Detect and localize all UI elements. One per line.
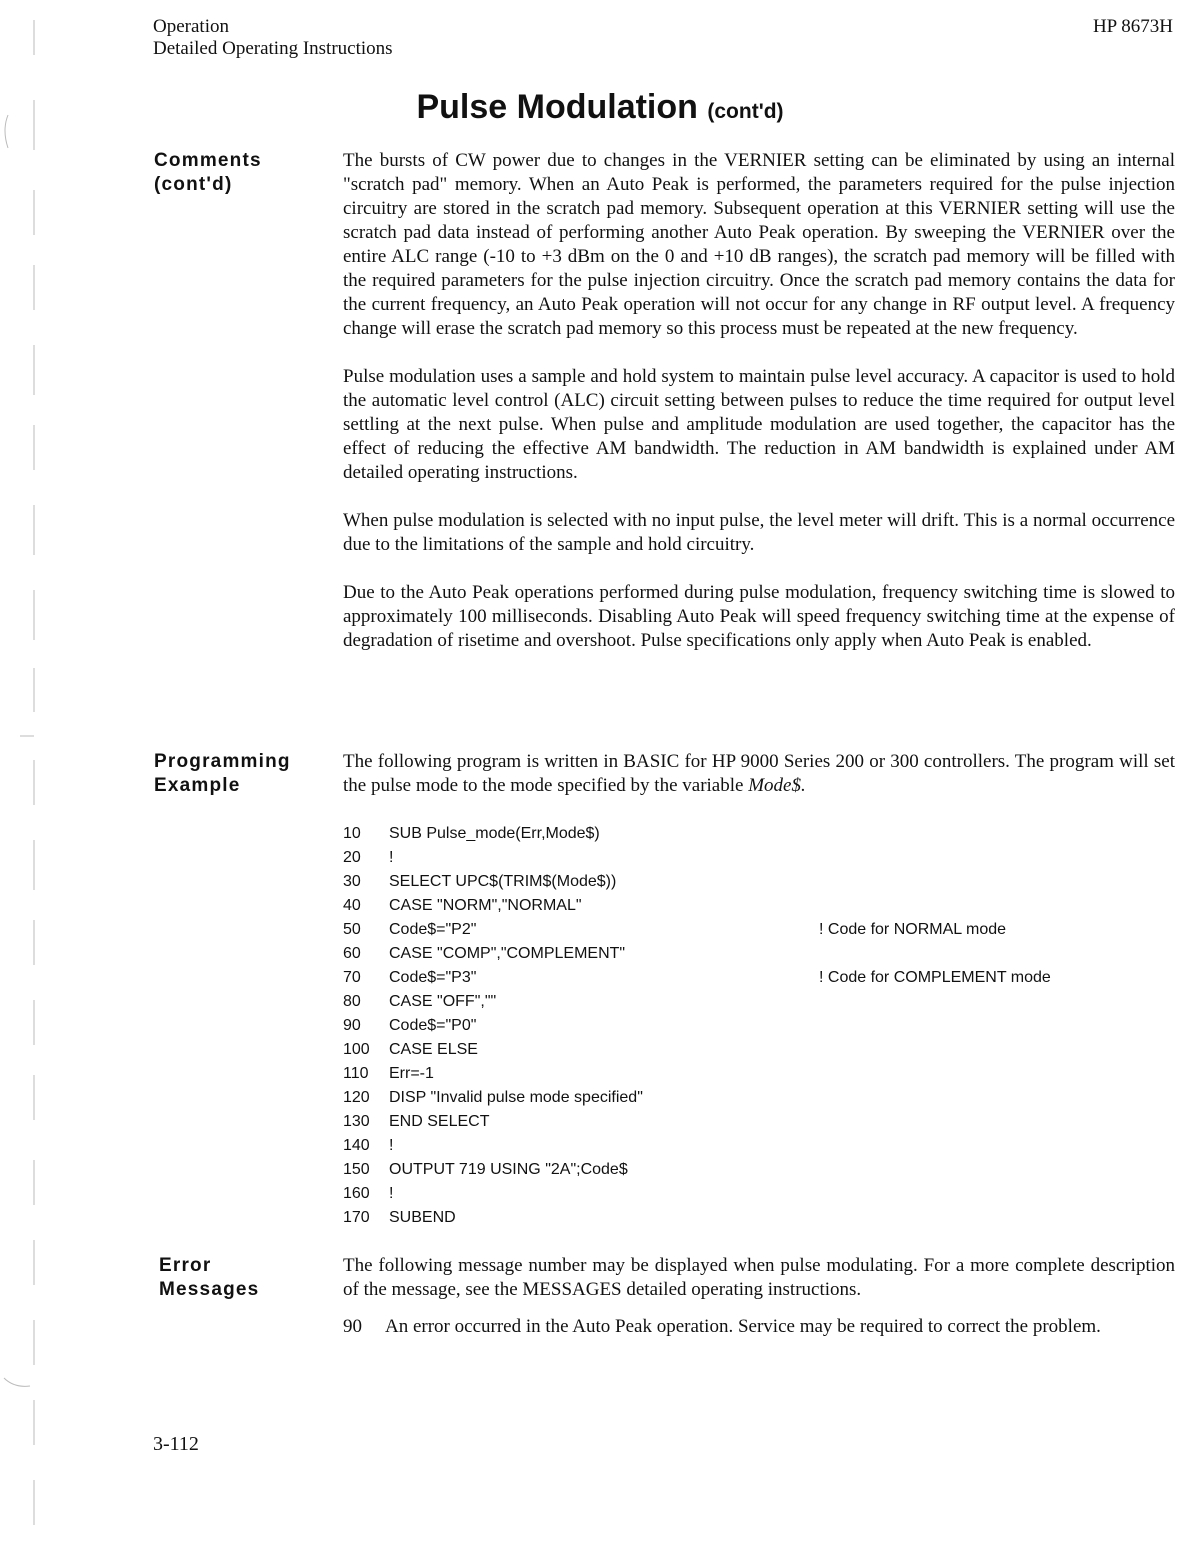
programming-intro-variable: Mode$. xyxy=(748,775,806,796)
code-line-text: ! xyxy=(389,1137,394,1154)
code-line-text: CASE "COMP","COMPLEMENT" xyxy=(389,945,626,962)
page-title xyxy=(0,88,1200,127)
code-line-text: END SELECT xyxy=(389,1113,490,1130)
code-line-number: 30 xyxy=(343,873,361,890)
code-line-number: 110 xyxy=(343,1065,369,1082)
code-line-number: 120 xyxy=(343,1089,370,1106)
code-line-number: 160 xyxy=(343,1185,370,1202)
code-line xyxy=(343,942,1143,966)
code-line xyxy=(343,990,1143,1014)
errors-heading-line2: Messages xyxy=(159,1279,260,1300)
code-listing xyxy=(343,822,1143,1230)
code-line xyxy=(343,966,1143,990)
code-line xyxy=(343,1110,1143,1134)
page-title-main: Pulse Modulation xyxy=(416,88,698,126)
code-line-text: Err=-1 xyxy=(389,1065,434,1082)
code-line-text: CASE ELSE xyxy=(389,1041,478,1058)
page-number: 3-112 xyxy=(153,1433,199,1455)
code-line-comment: ! Code for COMPLEMENT mode xyxy=(819,969,1051,986)
code-line-number: 170 xyxy=(343,1209,370,1226)
error-message-item xyxy=(343,1315,1179,1339)
code-line-text: Code$="P0" xyxy=(389,1017,477,1034)
code-line-text: ! xyxy=(389,849,394,866)
code-line-text: CASE "OFF","" xyxy=(389,993,497,1010)
code-line-text: SUBEND xyxy=(389,1209,456,1226)
code-line-number: 140 xyxy=(343,1137,370,1154)
code-line-text: ! xyxy=(389,1185,394,1202)
code-line xyxy=(343,1062,1143,1086)
code-line xyxy=(343,918,1143,942)
code-line xyxy=(343,870,1143,894)
comments-heading-line2: (cont'd) xyxy=(154,174,233,195)
code-line-text: OUTPUT 719 USING "2A";Code$ xyxy=(389,1161,628,1178)
code-line xyxy=(343,1182,1143,1206)
code-line-number: 60 xyxy=(343,945,361,962)
errors-intro: The following message number may be displayed when pulse modulating. For a more complete description of the message, see the MESSAGES detailed operating instructions. xyxy=(343,1255,1175,1300)
comments-paragraph: The bursts of CW power due to changes in the VERNIER setting can be eliminated by using an internal "scratch pad" memory. When an Auto Peak is performed, the parameters required for the pulse injection circuitry are stored in the scratch pad memory. Subsequent operation at this VERNIER setting will use the scratch pad data instead of performing another Auto Peak operation. By sweeping the VERNIER over the entire ALC range (-10 to +3 dBm on the 0 and +10 dB ranges), the scratch pad memory will be filled with the required parameters for the pulse injection circuitry. Once the scratch pad memory contains the data for the current frequency, an Auto Peak operation will not occur for any change in RF output level. A frequency change will erase the scratch pad memory so this process must be repeated at the new frequency. xyxy=(343,150,1175,339)
errors-heading xyxy=(159,1254,339,1302)
header-section: Operation xyxy=(153,16,229,37)
code-line xyxy=(343,1206,1143,1230)
code-line-number: 80 xyxy=(343,993,361,1010)
code-line-comment: ! Code for NORMAL mode xyxy=(819,921,1007,938)
programming-heading-line2: Example xyxy=(154,775,241,796)
header-model: HP 8673H xyxy=(1092,16,1173,37)
programming-intro-text: The following program is written in BASIC for HP 9000 Series 200 or 300 controllers. The program will set the pulse mode to the mode specified by the variable xyxy=(343,751,1175,796)
code-line-number: 90 xyxy=(343,1017,361,1034)
comments-heading-line1: Comments xyxy=(154,150,262,171)
code-line-number: 70 xyxy=(343,969,361,986)
code-line xyxy=(343,1158,1143,1182)
code-line xyxy=(343,894,1143,918)
code-line-number: 150 xyxy=(343,1161,370,1178)
code-line-text: Code$="P3" xyxy=(389,969,477,986)
errors-heading-line1: Error xyxy=(159,1255,212,1276)
programming-heading-line1: Programming xyxy=(154,751,291,772)
header-subsection: Detailed Operating Instructions xyxy=(153,38,393,59)
code-line-number: 40 xyxy=(343,897,361,914)
comments-paragraph: Pulse modulation uses a sample and hold system to maintain pulse level accuracy. A capacitor is used to hold the automatic level control (ALC) circuit setting between pulses to reduce the time required for output level settling at the next pulse. When pulse and amplitude modulation are used together, the capacitor has the effect of reducing the effective AM bandwidth. The reduction in AM bandwidth is explained under AM detailed operating instructions. xyxy=(343,366,1175,483)
comments-paragraph: When pulse modulation is selected with no input pulse, the level meter will drift. This is a normal occurrence due to the limitations of the sample and hold circuitry. xyxy=(343,510,1175,555)
code-line-number: 100 xyxy=(343,1041,370,1058)
code-line xyxy=(343,1014,1143,1038)
code-line-number: 10 xyxy=(343,825,361,842)
code-line xyxy=(343,822,1143,846)
comments-paragraph: Due to the Auto Peak operations performed during pulse modulation, frequency switching time is slowed to approximately 100 milliseconds. Disabling Auto Peak will speed frequency switching time at the expense of degradation of risetime and overshoot. Pulse specifications only apply when Auto Peak is enabled. xyxy=(343,582,1175,651)
error-message-text: An error occurred in the Auto Peak operation. Service may be required to correct the problem. xyxy=(385,1316,1101,1337)
programming-heading xyxy=(154,750,334,798)
code-line-number: 50 xyxy=(343,921,361,938)
error-message-number: 90 xyxy=(343,1316,362,1337)
code-line xyxy=(343,846,1143,870)
code-line-number: 20 xyxy=(343,849,361,866)
binding-margin-marks xyxy=(0,0,60,1568)
code-line-text: SELECT UPC$(TRIM$(Mode$)) xyxy=(389,873,617,890)
page-title-suffix: (cont'd) xyxy=(707,100,784,123)
code-line-number: 130 xyxy=(343,1113,370,1130)
programming-intro xyxy=(343,750,1175,798)
running-header xyxy=(153,16,393,60)
code-line xyxy=(343,1038,1143,1062)
comments-heading xyxy=(154,149,334,197)
code-line xyxy=(343,1086,1143,1110)
code-line xyxy=(343,1134,1143,1158)
code-line-text: DISP "Invalid pulse mode specified" xyxy=(389,1089,643,1106)
code-line-text: CASE "NORM","NORMAL" xyxy=(389,897,582,914)
code-line-text: SUB Pulse_mode(Err,Mode$) xyxy=(389,825,600,842)
comments-body xyxy=(343,149,1175,677)
code-line-text: Code$="P2" xyxy=(389,921,477,938)
